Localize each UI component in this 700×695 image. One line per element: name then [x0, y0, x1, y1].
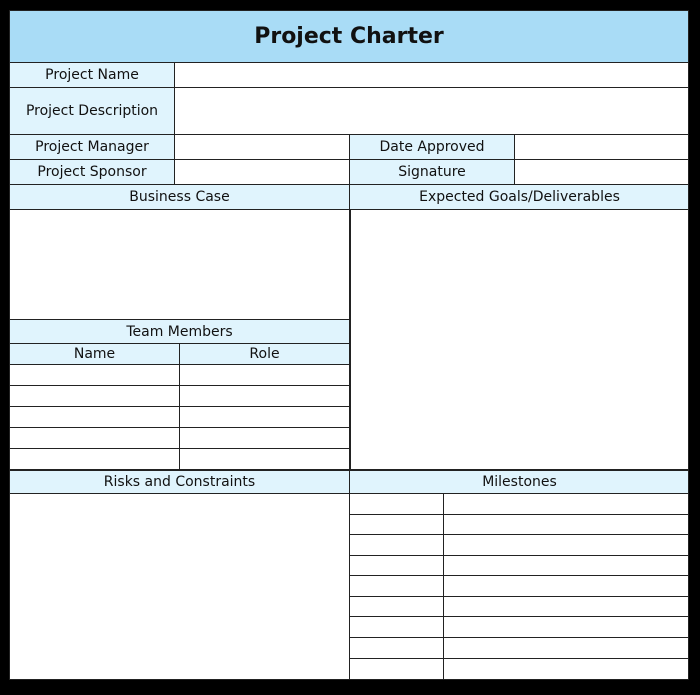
team-name-cell[interactable]	[9, 427, 179, 448]
milestone-description-cell[interactable]	[443, 616, 689, 637]
project-name-field[interactable]	[174, 62, 689, 87]
expected-goals-header: Expected Goals/Deliverables	[349, 184, 689, 209]
date-approved-field[interactable]	[514, 134, 689, 159]
milestone-date-cell[interactable]	[349, 637, 443, 658]
team-role-column-header: Role	[179, 343, 349, 364]
milestone-description-cell[interactable]	[443, 596, 689, 616]
signature-field[interactable]	[514, 159, 689, 184]
risks-constraints-field[interactable]	[9, 493, 349, 680]
team-name-column-header: Name	[9, 343, 179, 364]
team-members-header: Team Members	[9, 319, 349, 343]
project-name-label: Project Name	[9, 62, 174, 87]
risks-constraints-header: Risks and Constraints	[9, 469, 349, 493]
team-name-cell[interactable]	[9, 385, 179, 406]
project-manager-label: Project Manager	[9, 134, 174, 159]
business-case-header: Business Case	[9, 184, 349, 209]
milestone-description-cell[interactable]	[443, 575, 689, 596]
project-description-field[interactable]	[174, 87, 689, 134]
milestone-date-cell[interactable]	[349, 596, 443, 616]
project-manager-field[interactable]	[174, 134, 349, 159]
milestone-description-cell[interactable]	[443, 534, 689, 555]
team-name-cell[interactable]	[9, 448, 179, 469]
team-role-cell[interactable]	[179, 448, 349, 469]
milestone-description-cell[interactable]	[443, 493, 689, 514]
team-name-cell[interactable]	[9, 406, 179, 427]
milestone-date-cell[interactable]	[349, 534, 443, 555]
expected-goals-field[interactable]	[349, 209, 689, 469]
project-description-label: Project Description	[9, 87, 174, 134]
milestone-description-cell[interactable]	[443, 637, 689, 658]
business-case-field[interactable]	[9, 209, 349, 319]
project-sponsor-field[interactable]	[174, 159, 349, 184]
milestone-description-cell[interactable]	[443, 514, 689, 534]
milestone-date-cell[interactable]	[349, 514, 443, 534]
milestone-date-cell[interactable]	[349, 493, 443, 514]
form-title: Project Charter	[9, 10, 689, 62]
milestone-description-cell[interactable]	[443, 658, 689, 680]
team-role-cell[interactable]	[179, 406, 349, 427]
team-role-cell[interactable]	[179, 385, 349, 406]
milestone-date-cell[interactable]	[349, 658, 443, 680]
date-approved-label: Date Approved	[349, 134, 514, 159]
milestone-date-cell[interactable]	[349, 616, 443, 637]
milestones-header: Milestones	[349, 469, 689, 493]
milestone-description-cell[interactable]	[443, 555, 689, 575]
milestone-date-cell[interactable]	[349, 575, 443, 596]
team-role-cell[interactable]	[179, 364, 349, 385]
milestone-date-cell[interactable]	[349, 555, 443, 575]
project-sponsor-label: Project Sponsor	[9, 159, 174, 184]
signature-label: Signature	[349, 159, 514, 184]
team-role-cell[interactable]	[179, 427, 349, 448]
team-name-cell[interactable]	[9, 364, 179, 385]
project-charter-form	[9, 10, 689, 680]
